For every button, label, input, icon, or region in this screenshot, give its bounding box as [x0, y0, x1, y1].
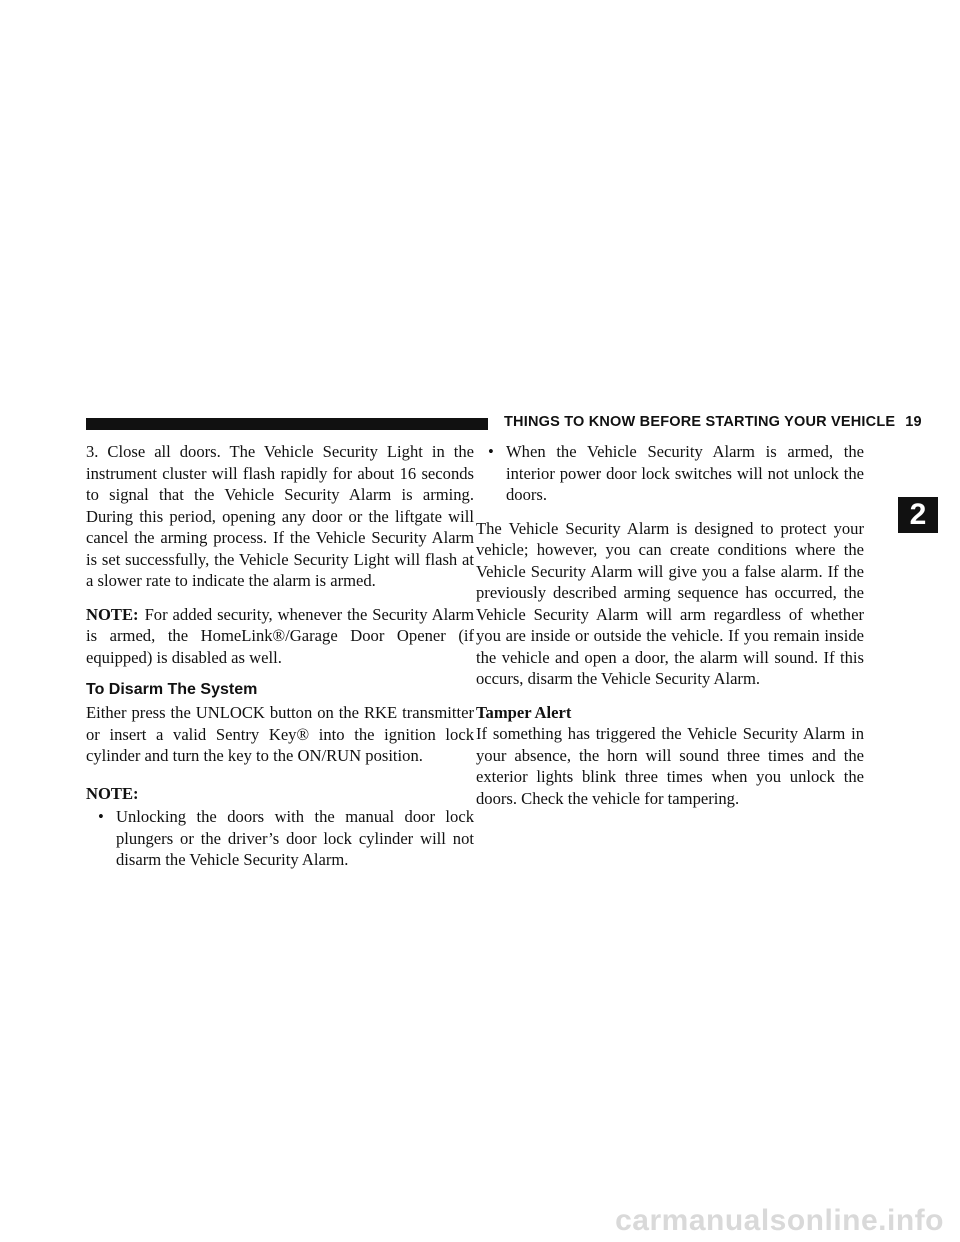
paragraph-tamper: If something has triggered the Vehicle Security Alarm in your absence, the horn will sound three times and the exterior lights blink three times when you unlock the doors. Check the vehicle for tampering. — [476, 724, 864, 808]
list-item — [86, 806, 474, 871]
chapter-tab: 2 — [898, 497, 938, 533]
bullet-text: Unlocking the doors with the manual door lock plungers or the driver’s door lock cylinder will not disarm the Vehicle Security Alarm. — [116, 807, 474, 869]
section-title: THINGS TO KNOW BEFORE STARTING YOUR VEHICLE — [504, 414, 896, 430]
list-item — [476, 441, 864, 506]
paragraph-close-doors: 3. Close all doors. The Vehicle Security Light in the instrument cluster will flash rapidly for about 16 seconds to signal that the Vehicle Security Alarm is arming. During this period, opening any door or the liftgate will cancel the arming process. If the Vehicle Security Alarm is set successfully, the Vehicle Security Light will flash at a slower rate to indicate the alarm is armed. — [86, 442, 474, 590]
note-text: For added security, whenever the Security Alarm is armed, the HomeLink®/Garage Door Opener (if equipped) is disabled as well. — [86, 604, 474, 667]
header-rule — [86, 418, 488, 430]
watermark-text: carmanualsonline.info — [615, 1204, 944, 1237]
paragraph-disarm: Either press the UNLOCK button on the RKE transmitter or insert a valid Sentry Key® into the ignition lock cylinder and turn the key to the ON/RUN position. — [86, 703, 474, 765]
paragraph-designed: The Vehicle Security Alarm is designed to protect your vehicle; however, you can create conditions where the Vehicle Security Alarm will give you a false alarm. If the previously described arming sequence has occurred, the Vehicle Security Alarm will arm regardless of whether you are inside or outside the vehicle. If you remain inside the vehicle and open a door, the alarm will sound. If this occurs, disarm the Vehicle Security Alarm. — [476, 518, 864, 688]
page-number: 19 — [905, 414, 922, 430]
note-homelink — [86, 604, 474, 669]
note-label: NOTE: — [86, 604, 139, 624]
section-heading-disarm: To Disarm The System — [86, 681, 258, 698]
bullet-list-left — [86, 806, 474, 871]
bullet-text: When the Vehicle Security Alarm is armed, the interior power door lock switches will not unlock the doors. — [506, 442, 864, 504]
left-column — [86, 441, 474, 883]
bullet-dot: • — [98, 807, 104, 826]
bullet-list-right — [476, 441, 864, 506]
running-header — [504, 414, 922, 430]
sub-heading-tamper: Tamper Alert — [476, 702, 572, 722]
bullet-dot: • — [488, 442, 494, 461]
right-column — [476, 441, 864, 821]
note-label-2: NOTE: — [86, 783, 139, 803]
